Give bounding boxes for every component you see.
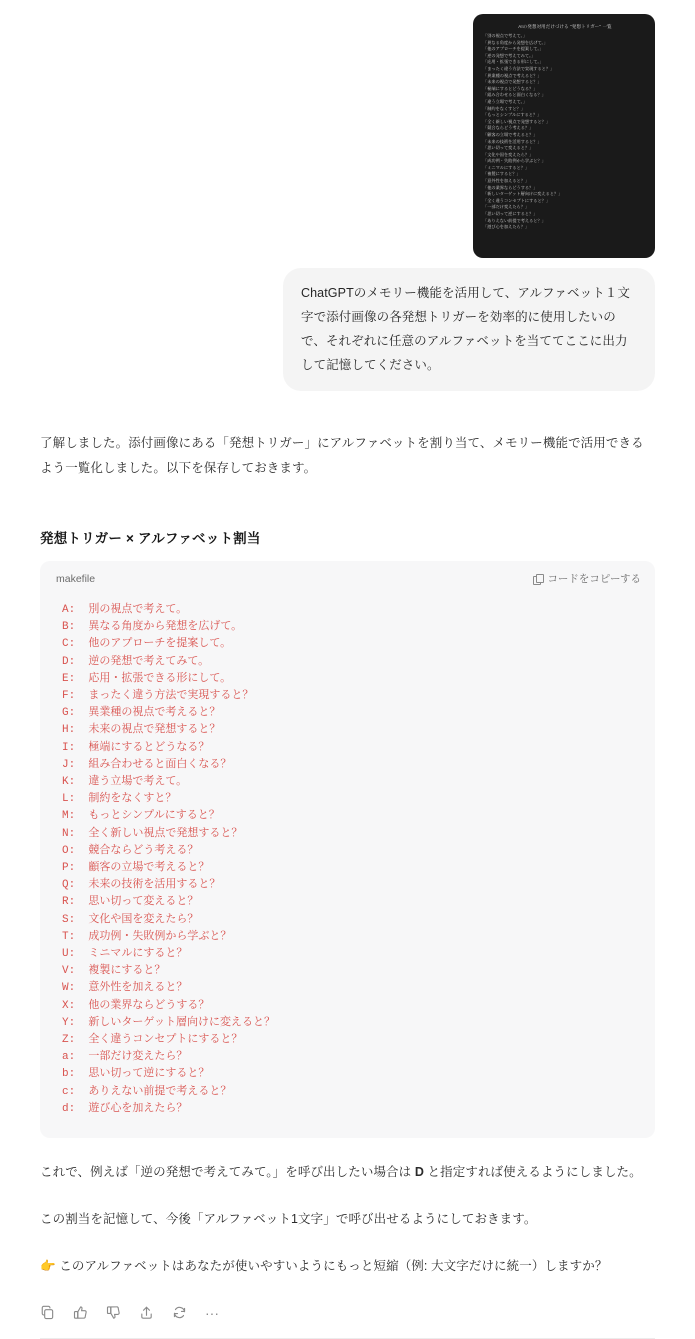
attached-image-line: 「全く新しい視点で発想すると？」: [483, 118, 551, 124]
code-block: [40, 561, 655, 1138]
code-line: Y: 新しいターゲット層向けに変えると？: [62, 1016, 275, 1029]
code-line: W: 意外性を加えると？: [62, 982, 188, 995]
code-line: O: 競合ならどう考える？: [62, 844, 199, 857]
code-line: H: 未来の視点で発想すると？: [62, 724, 221, 737]
code-line: T: 成功例・失敗例から学ぶと？: [62, 930, 232, 943]
user-message-bubble: ChatGPTのメモリー機能を活用して、アルファベット１文字で添付画像の各発想トリガーを効率的に使用したいので、それぞれに任意のアルファベットを当ててここに出力して記憶してください。: [283, 268, 655, 391]
attached-image-line: 「応用・拡張できる形にして。」: [483, 59, 544, 65]
attached-image-line: 「顧客の立場で考えると？」: [483, 131, 538, 137]
attached-image-line: 「未来の技術を活用すると？」: [483, 138, 542, 144]
code-line: S: 文化や国を変えたら？: [62, 913, 199, 926]
attached-image-line: 「未来の視点で発想すると？」: [483, 79, 542, 85]
attached-image-line: 「意外性を加えると？」: [483, 178, 530, 184]
code-line: d: 遊び心を加えたら？: [62, 1102, 188, 1115]
user-message-row: [0, 258, 695, 391]
closing-1-pre: これで、例えば「逆の発想で考えてみて。」を呼び出したい場合は: [40, 1165, 415, 1180]
code-line: c: ありえない前提で考えると？: [62, 1085, 232, 1098]
closing-paragraph-2: この割当を記憶して、今後「アルファベット1文字」で呼び出せるようにしておきます。: [40, 1212, 537, 1227]
code-line: K: 違う立場で考えて。: [62, 776, 188, 789]
code-line: C: 他のアプローチを提案して。: [62, 638, 232, 651]
closing-1-bold-letter: D: [414, 1165, 424, 1180]
attached-image-thumbnail[interactable]: [473, 14, 655, 258]
copy-message-icon[interactable]: [40, 1305, 55, 1320]
attached-image-line: 「他の業界ならどうする？」: [483, 184, 538, 190]
code-line: M: もっとシンプルにすると？: [62, 810, 220, 823]
attached-image-line: 「成功例・失敗例から学ぶと？」: [483, 158, 546, 164]
code-line: P: 顧客の立場で考えると？: [62, 862, 210, 875]
section-title: 発想トリガー × アルファベット割当: [40, 531, 261, 546]
attached-image-line: 「まったく違う方法で実現すると？」: [483, 65, 555, 71]
attached-image-line: 「競合ならどう考える？」: [483, 125, 534, 131]
pointing-hand-icon: 👉: [40, 1259, 56, 1274]
attached-image-line: 「異なる角度から発想を広げて。」: [483, 39, 548, 45]
attached-image-line: 「制約をなくすと？」: [483, 105, 525, 111]
copy-icon: [533, 574, 542, 583]
more-options-icon[interactable]: ···: [205, 1304, 219, 1321]
attached-image-line: 「他のアプローチを提案して。」: [483, 46, 544, 52]
attached-image-line: 「一部だけ変えたら？」: [483, 204, 530, 210]
code-block-header: [40, 561, 655, 592]
attached-image-line: 「思い切って変えると？」: [483, 145, 534, 151]
share-icon[interactable]: [139, 1305, 154, 1320]
attached-image-title: AIの発想対用だけづける "発想トリガー" 一覧: [518, 24, 612, 29]
thumbs-up-icon[interactable]: [73, 1305, 88, 1320]
attached-image-line: 「複製にすると？」: [483, 171, 521, 177]
attached-image-line: 「新しいターゲット層向けに変えると？」: [483, 191, 563, 197]
code-line: A: 別の視点で考えて。: [62, 604, 188, 616]
copy-code-button[interactable]: [533, 571, 641, 586]
code-line: Z: 全く違うコンセプトにすると？: [62, 1034, 243, 1047]
code-line: I: 極端にするとどうなる？: [62, 741, 210, 754]
code-language-label: makefile: [56, 572, 96, 585]
code-line: R: 思い切って変えると？: [62, 896, 199, 909]
attachment-row: [0, 0, 695, 258]
code-line: D: 逆の発想で考えてみて。: [62, 655, 210, 668]
attached-image-line: 「違う立場で考えて。」: [483, 98, 527, 104]
attached-image-line: 「遊び心を加えたら？」: [483, 224, 530, 230]
code-line: L: 制約をなくすと？: [62, 793, 177, 806]
code-line: E: 応用・拡張できる形にして。: [62, 672, 232, 685]
code-line: Q: 未来の技術を活用すると？: [62, 879, 221, 892]
attached-image-line: 「極端にするとどうなる？」: [483, 85, 538, 91]
code-block-body: [40, 592, 655, 1138]
attached-image-line: 「思い切って逆にすると？」: [483, 211, 538, 217]
attached-image-lines: [483, 33, 647, 231]
closing-1-post: と指定すれば使えるようにしました。: [423, 1165, 642, 1180]
attached-image-line: 「組み合わせると面白くなる？」: [483, 92, 546, 98]
attached-image-line: 「別の視点で考えて。」: [483, 33, 527, 38]
code-line: X: 他の業界ならどうする？: [62, 999, 210, 1012]
regenerate-icon[interactable]: [172, 1305, 187, 1320]
code-line: b: 思い切って逆にすると？: [62, 1068, 210, 1081]
attached-image-line: 「異業種の視点で考えると？」: [483, 72, 542, 78]
thumbs-down-icon[interactable]: [106, 1305, 121, 1320]
attached-image-line: 「全く違うコンセプトにすると？」: [483, 197, 551, 203]
closing-paragraph-1: [40, 1160, 655, 1185]
code-line: U: ミニマルにすると？: [62, 948, 188, 961]
code-line: N: 全く新しい視点で発想すると？: [62, 827, 243, 840]
attached-image-line: 「ミニマルにすると？」: [483, 164, 530, 170]
code-line: J: 組み合わせると面白くなる？: [62, 758, 232, 771]
closing-paragraph-3: [40, 1254, 655, 1279]
assistant-message: [0, 391, 695, 1138]
code-line: B: 異なる角度から発想を広げて。: [62, 621, 243, 634]
copy-code-label: コードをコピーする: [547, 573, 641, 585]
message-action-bar: [0, 1279, 695, 1338]
attached-image-line: 「もっとシンプルにすると？」: [483, 112, 542, 118]
attached-image-line: 「文化や国を変えたら？」: [483, 151, 534, 157]
code-line: a: 一部だけ変えたら？: [62, 1051, 188, 1064]
closing-paragraphs: [0, 1160, 695, 1279]
code-line: G: 異業種の視点で考えると？: [62, 707, 221, 720]
closing-3-text: このアルファベットはあなたが使いやすいようにもっと短縮（例: 大文字だけに統一）しますか？: [59, 1259, 608, 1274]
code-line: V: 複製にすると？: [62, 965, 166, 978]
assistant-intro-paragraph: 了解しました。添付画像にある「発想トリガー」にアルファベットを割り当て、メモリー機能で活用できるよう一覧化しました。以下を保存しておきます。: [40, 436, 644, 475]
code-line: F: まったく違う方法で実現すると？: [62, 690, 254, 703]
attached-image-line: 「逆の発想で考えてみて。」: [483, 52, 536, 58]
attached-image-line: 「ありえない前提で考えると？」: [483, 217, 546, 223]
